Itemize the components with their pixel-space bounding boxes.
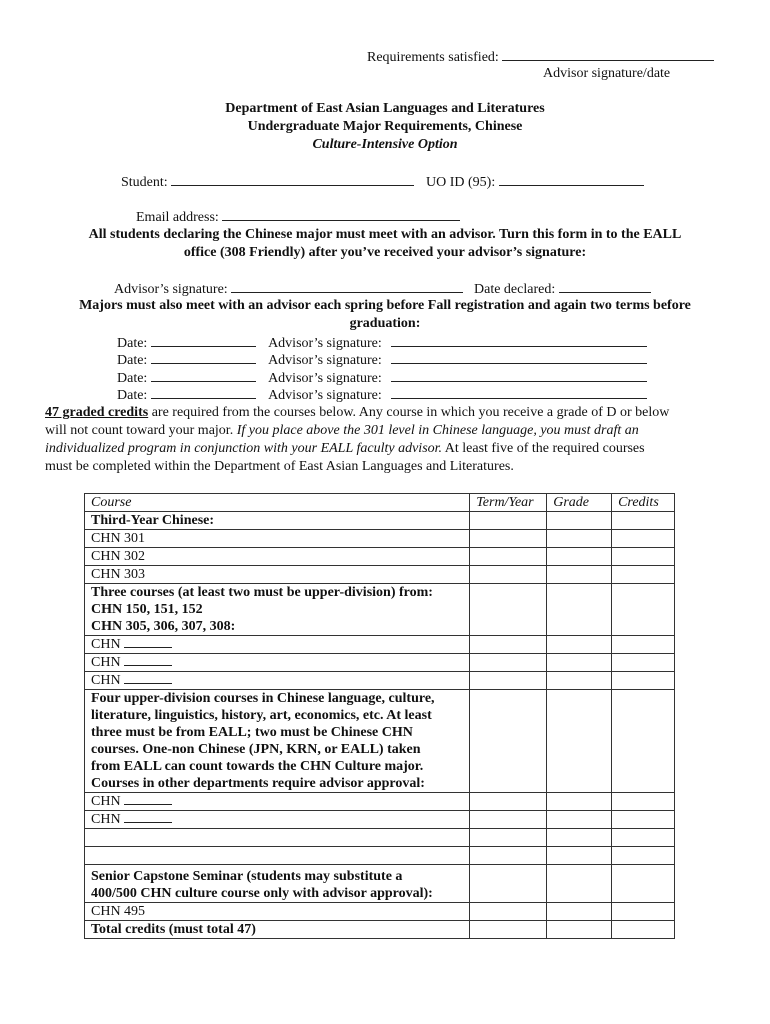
term-cell[interactable] [470, 636, 547, 654]
course-cell[interactable] [85, 847, 470, 865]
course-cell [85, 654, 470, 672]
advisor-signature-row [114, 280, 463, 298]
grade-cell[interactable] [547, 829, 612, 847]
table-row [85, 847, 675, 865]
meeting-signature-field[interactable] [391, 386, 647, 399]
term-cell[interactable] [470, 847, 547, 865]
table-row [85, 793, 675, 811]
declare-instruction-line1: All students declaring the Chinese major must meet with an advisor. Turn this form in to the EALL [88, 227, 682, 242]
table-row [85, 690, 675, 793]
meeting-date-field[interactable] [151, 369, 256, 382]
meeting-row [117, 369, 647, 387]
table-header-row [85, 494, 675, 512]
grade-cell[interactable] [547, 530, 612, 548]
meeting-signature-field[interactable] [391, 334, 647, 347]
credits-text: At least five of the required courses [442, 441, 645, 456]
requirements-satisfied-row [367, 48, 714, 66]
date-declared-field[interactable] [559, 280, 651, 293]
meeting-signature-label: Advisor’s signature: [268, 388, 382, 403]
uoid-label: UO ID (95): [426, 175, 496, 190]
meeting-date-field[interactable] [151, 386, 256, 399]
student-row [121, 173, 414, 191]
section-heading [85, 690, 470, 793]
credits-cell[interactable] [612, 636, 675, 654]
meet-instruction-line2: graduation: [349, 316, 421, 331]
term-cell[interactable] [470, 829, 547, 847]
major-requirements-title: Undergraduate Major Requirements, Chinese [247, 119, 523, 134]
term-cell[interactable] [470, 654, 547, 672]
course-number-field[interactable] [124, 654, 172, 666]
credits-cell[interactable] [612, 654, 675, 672]
credits-paragraph-line2 [45, 423, 639, 439]
term-column-header: Term/Year [470, 494, 547, 512]
total-credits-cell[interactable] [612, 921, 675, 939]
credits-italic-text: individualized program in conjunction with your EALL faculty advisor. [45, 441, 443, 456]
credits-cell[interactable] [612, 829, 675, 847]
table-row [85, 530, 675, 548]
section-heading-line: 400/500 CHN culture course only with advisor approval): [91, 886, 433, 901]
section-heading-line: Three courses (at least two must be upper-division) from: [91, 585, 433, 600]
section-heading-line: CHN 150, 151, 152 [91, 602, 203, 617]
table-row [85, 566, 675, 584]
declare-instruction-line2: office (308 Friendly) after you’ve received your advisor’s signature: [183, 245, 587, 260]
table-row [85, 548, 675, 566]
grade-cell[interactable] [547, 921, 612, 939]
table-row [85, 654, 675, 672]
grade-cell[interactable] [547, 793, 612, 811]
course-cell[interactable] [85, 829, 470, 847]
meeting-date-label: Date: [117, 353, 148, 368]
grade-cell[interactable] [547, 672, 612, 690]
credits-paragraph-line4: must be completed within the Department of East Asian Languages and Literatures. [45, 459, 514, 474]
section-heading-line: Courses in other departments require advisor approval: [91, 776, 425, 791]
grade-cell[interactable] [547, 690, 612, 793]
date-declared-label: Date declared: [474, 282, 556, 297]
grade-cell[interactable] [547, 865, 612, 903]
meeting-date-label: Date: [117, 336, 148, 351]
meeting-signature-field[interactable] [391, 351, 647, 364]
graded-credits-emphasis: 47 graded credits [45, 405, 149, 420]
grade-cell[interactable] [547, 903, 612, 921]
term-cell[interactable] [470, 811, 547, 829]
course-prefix: CHN [91, 673, 121, 688]
section-heading [85, 584, 470, 636]
table-row [85, 921, 675, 939]
meeting-date-label: Date: [117, 371, 148, 386]
section-heading-line: from EALL can count towards the CHN Culture major. [91, 759, 424, 774]
credits-cell[interactable] [612, 793, 675, 811]
table-row [85, 829, 675, 847]
requirements-signature-line[interactable] [502, 48, 714, 61]
course-prefix: CHN [91, 655, 121, 670]
total-credits-label: Total credits (must total 47) [85, 921, 470, 939]
grade-cell[interactable] [547, 811, 612, 829]
section-heading-line: Four upper-division courses in Chinese language, culture, [91, 691, 435, 706]
credits-text: will not count toward your major. [45, 423, 237, 438]
section-heading-line: three must be from EALL; two must be Chinese CHN [91, 725, 413, 740]
grade-cell[interactable] [547, 654, 612, 672]
course-cell: CHN 495 [85, 903, 470, 921]
meet-instruction-line1: Majors must also meet with an advisor each spring before Fall registration and again two terms before [79, 298, 691, 313]
table-row [85, 811, 675, 829]
grade-cell[interactable] [547, 636, 612, 654]
credits-cell[interactable] [612, 566, 675, 584]
table-row [85, 903, 675, 921]
credits-paragraph-line3 [45, 441, 645, 457]
credits-cell[interactable] [612, 865, 675, 903]
term-cell[interactable] [470, 566, 547, 584]
table-row [85, 512, 675, 530]
credits-cell[interactable] [612, 811, 675, 829]
advisor-signature-field[interactable] [231, 280, 463, 293]
grade-cell[interactable] [547, 584, 612, 636]
meeting-date-field[interactable] [151, 334, 256, 347]
credits-cell[interactable] [612, 672, 675, 690]
grade-cell[interactable] [547, 566, 612, 584]
advisor-signature-label: Advisor’s signature: [114, 282, 228, 297]
grade-cell[interactable] [547, 548, 612, 566]
term-cell[interactable] [470, 865, 547, 903]
uoid-field[interactable] [499, 173, 644, 186]
term-cell[interactable] [470, 921, 547, 939]
term-cell[interactable] [470, 793, 547, 811]
grade-cell[interactable] [547, 512, 612, 530]
course-prefix: CHN [91, 812, 121, 827]
requirements-satisfied-label: Requirements satisfied: [367, 50, 499, 65]
course-number-field[interactable] [124, 793, 172, 805]
credits-cell[interactable] [612, 690, 675, 793]
grade-column-header: Grade [547, 494, 612, 512]
term-cell[interactable] [470, 530, 547, 548]
term-cell[interactable] [470, 903, 547, 921]
email-label: Email address: [136, 210, 219, 225]
term-cell[interactable] [470, 512, 547, 530]
department-title: Department of East Asian Languages and Literatures [225, 101, 545, 116]
credits-cell[interactable] [612, 903, 675, 921]
section-heading-line: CHN 305, 306, 307, 308: [91, 619, 236, 634]
course-cell [85, 793, 470, 811]
credits-cell[interactable] [612, 512, 675, 530]
table-row [85, 636, 675, 654]
term-cell[interactable] [470, 584, 547, 636]
course-column-header: Course [85, 494, 470, 512]
credits-cell[interactable] [612, 847, 675, 865]
course-cell [85, 672, 470, 690]
meeting-row [117, 386, 647, 404]
email-row [136, 208, 460, 226]
meeting-signature-label: Advisor’s signature: [268, 336, 382, 351]
course-cell: CHN 302 [85, 548, 470, 566]
option-title: Culture-Intensive Option [312, 137, 458, 152]
credits-text: are required from the courses below. Any course in which you receive a grade of D or below [148, 405, 670, 420]
section-heading-line: courses. One-non Chinese (JPN, KRN, or EALL) taken [91, 742, 421, 757]
table-row [85, 672, 675, 690]
student-label: Student: [121, 175, 168, 190]
meeting-signature-label: Advisor’s signature: [268, 371, 382, 386]
course-number-field[interactable] [124, 636, 172, 648]
date-declared-row [474, 280, 651, 298]
requirements-table [84, 493, 675, 939]
advisor-signature-date-caption: Advisor signature/date [543, 66, 671, 81]
grade-cell[interactable] [547, 847, 612, 865]
section-heading-line: literature, linguistics, history, art, economics, etc. At least [91, 708, 432, 723]
credits-column-header: Credits [612, 494, 675, 512]
course-cell: CHN 303 [85, 566, 470, 584]
credits-paragraph-line1 [45, 405, 669, 421]
term-cell[interactable] [470, 690, 547, 793]
meeting-date-field[interactable] [151, 351, 256, 364]
section-heading-line: Senior Capstone Seminar (students may substitute a [91, 869, 403, 884]
student-name-field[interactable] [171, 173, 414, 186]
term-cell[interactable] [470, 672, 547, 690]
meeting-row [117, 334, 647, 352]
credits-italic-text: If you place above the 301 level in Chinese language, you must draft an [236, 423, 639, 438]
uoid-row [426, 173, 644, 191]
meeting-date-label: Date: [117, 388, 148, 403]
course-number-field[interactable] [124, 811, 172, 823]
course-cell: CHN 301 [85, 530, 470, 548]
section-heading: Third-Year Chinese: [85, 512, 470, 530]
course-prefix: CHN [91, 794, 121, 809]
credits-cell[interactable] [612, 530, 675, 548]
meeting-row [117, 351, 647, 369]
email-field[interactable] [222, 208, 460, 221]
course-prefix: CHN [91, 637, 121, 652]
table-row [85, 584, 675, 636]
credits-cell[interactable] [612, 584, 675, 636]
course-cell [85, 811, 470, 829]
credits-cell[interactable] [612, 548, 675, 566]
course-cell [85, 636, 470, 654]
course-number-field[interactable] [124, 672, 172, 684]
meeting-signature-field[interactable] [391, 369, 647, 382]
section-heading [85, 865, 470, 903]
table-row [85, 865, 675, 903]
meeting-signature-label: Advisor’s signature: [268, 353, 382, 368]
term-cell[interactable] [470, 548, 547, 566]
